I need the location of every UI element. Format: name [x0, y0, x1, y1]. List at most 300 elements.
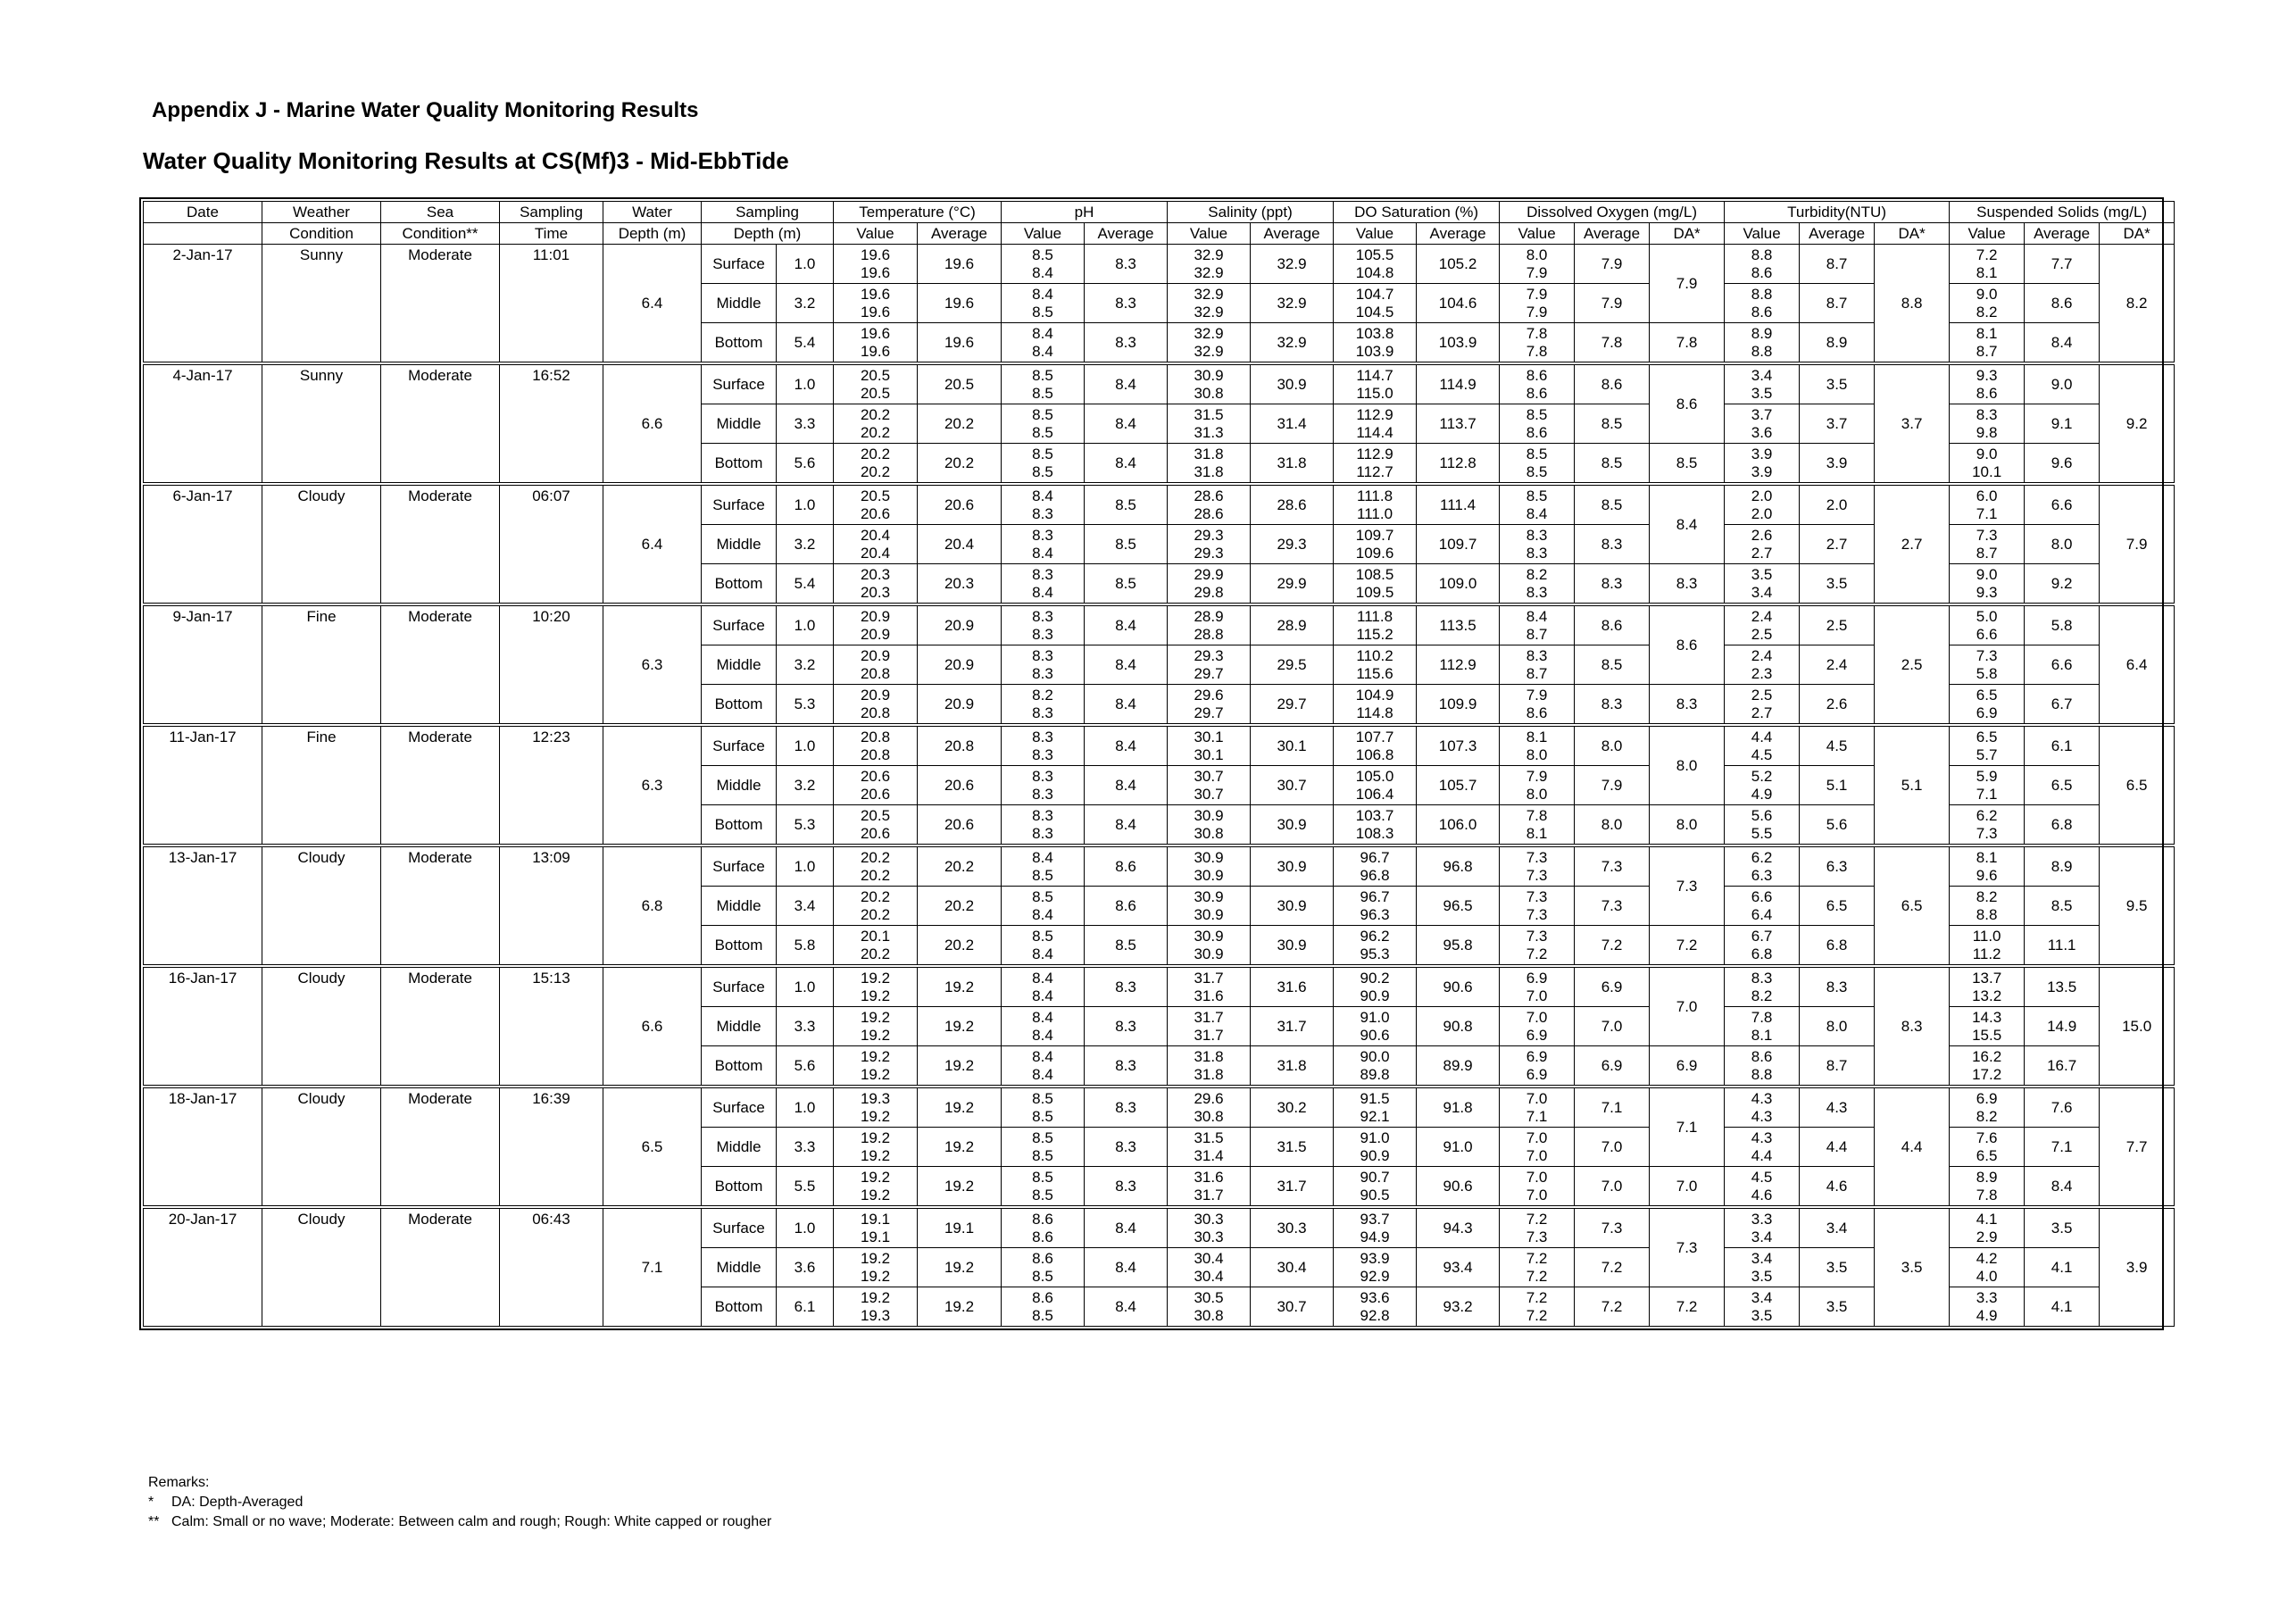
salinity-average: 29.7 [1251, 685, 1334, 726]
suspended-solids-values [1950, 725, 2025, 766]
ph-values [1002, 245, 1085, 284]
dissolved-oxygen-values [1500, 323, 1575, 364]
do-saturation-average: 90.6 [1417, 966, 1500, 1007]
temperature-values-reading: 20.6 [860, 767, 891, 785]
dissolved-oxygen-average: 7.3 [1575, 845, 1650, 887]
dissolved-oxygen-da-bottom: 8.3 [1650, 685, 1725, 726]
suspended-solids-values-reading: 11.0 [1972, 927, 2001, 945]
turbidity-da: 4.4 [1875, 1087, 1950, 1207]
temperature-values [834, 245, 918, 284]
dissolved-oxygen-values-reading: 8.4 [1526, 504, 1548, 522]
sampling-depth-cell: 3.3 [777, 1128, 834, 1167]
weather-cell: Cloudy [262, 1207, 381, 1327]
do-saturation-values-reading: 112.9 [1356, 405, 1393, 423]
turbidity-da: 5.1 [1875, 725, 1950, 845]
dissolved-oxygen-average: 7.9 [1575, 284, 1650, 323]
do-saturation-values-reading: 114.7 [1356, 366, 1393, 384]
ph-values-reading: 8.3 [1032, 625, 1053, 643]
do-saturation-values-reading: 93.7 [1360, 1210, 1390, 1228]
suspended-solids-average: 6.8 [2025, 805, 2100, 846]
table-header [144, 202, 2175, 245]
dissolved-oxygen-values [1500, 525, 1575, 564]
dissolved-oxygen-values-reading: 7.9 [1526, 263, 1548, 281]
temperature-values-reading: 19.6 [860, 324, 891, 342]
dissolved-oxygen-values-reading: 7.1 [1526, 1107, 1548, 1125]
turbidity-average: 2.6 [1800, 685, 1875, 726]
salinity-values [1168, 645, 1251, 685]
temperature-values-reading: 20.2 [860, 887, 891, 905]
suspended-solids-values [1950, 1087, 2025, 1128]
dissolved-oxygen-values-reading: 8.5 [1526, 487, 1548, 504]
temperature-values [834, 484, 918, 525]
temperature-average: 20.3 [918, 564, 1002, 605]
dissolved-oxygen-average: 7.0 [1575, 1007, 1650, 1046]
suspended-solids-average: 6.6 [2025, 484, 2100, 525]
do-saturation-values-reading: 114.8 [1356, 704, 1393, 721]
temperature-average: 20.9 [918, 604, 1002, 645]
turbidity-values-reading: 6.3 [1751, 866, 1773, 884]
ph-values-reading: 8.5 [1032, 1128, 1053, 1146]
do-saturation-values-reading: 111.8 [1357, 487, 1393, 504]
salinity-values [1168, 363, 1251, 404]
salinity-values [1168, 766, 1251, 805]
turbidity-values-reading: 3.5 [1751, 384, 1773, 402]
table-row [144, 1087, 2175, 1128]
table-title: Water Quality Monitoring Results at CS(Mf)3 - Mid-EbbTide [143, 147, 789, 174]
suspended-solids-average: 5.8 [2025, 604, 2100, 645]
header-sal-value: Value [1168, 223, 1251, 245]
temperature-values-reading: 20.5 [860, 366, 891, 384]
temperature-values [834, 1007, 918, 1046]
dissolved-oxygen-values [1500, 805, 1575, 846]
ph-values-reading: 8.6 [1032, 1249, 1053, 1267]
turbidity-average: 2.7 [1800, 525, 1875, 564]
temperature-values [834, 685, 918, 726]
suspended-solids-values [1950, 363, 2025, 404]
do-saturation-values-reading: 89.8 [1360, 1065, 1390, 1083]
table-row [144, 845, 2175, 887]
salinity-values-reading: 30.3 [1194, 1210, 1224, 1228]
salinity-values [1168, 323, 1251, 364]
suspended-solids-values-reading: 7.1 [1976, 785, 1998, 803]
turbidity-average: 3.7 [1800, 404, 1875, 444]
weather-cell: Cloudy [262, 1087, 381, 1207]
remarks [148, 1473, 771, 1532]
header-water-depth: Water [603, 202, 702, 223]
suspended-solids-values-reading: 7.3 [1976, 646, 1998, 664]
turbidity-values-reading: 8.8 [1751, 246, 1773, 263]
temperature-values-reading: 19.6 [860, 285, 891, 303]
dissolved-oxygen-values-reading: 7.8 [1526, 806, 1548, 824]
do-saturation-values-reading: 91.0 [1360, 1008, 1390, 1026]
temperature-average: 19.2 [918, 1007, 1002, 1046]
sea-condition-cell: Moderate [381, 604, 500, 725]
ph-values-reading: 8.4 [1032, 583, 1053, 601]
suspended-solids-values-reading: 3.3 [1976, 1288, 1998, 1306]
do-saturation-values-reading: 92.8 [1360, 1306, 1390, 1324]
ph-values [1002, 805, 1085, 846]
ph-values [1002, 926, 1085, 967]
turbidity-values-reading: 5.2 [1751, 767, 1773, 785]
suspended-solids-values [1950, 404, 2025, 444]
dissolved-oxygen-values [1500, 725, 1575, 766]
ph-values-reading: 8.4 [1032, 848, 1053, 866]
sampling-depth-cell: 1.0 [777, 1087, 834, 1128]
salinity-values [1168, 1248, 1251, 1287]
suspended-solids-values-reading: 7.3 [1976, 526, 1998, 544]
do-saturation-values-reading: 90.9 [1360, 1146, 1390, 1164]
temperature-average: 20.5 [918, 363, 1002, 404]
ph-values [1002, 444, 1085, 485]
temperature-values-reading: 20.2 [860, 905, 891, 923]
turbidity-average: 3.5 [1800, 1248, 1875, 1287]
temperature-values [834, 525, 918, 564]
do-saturation-average: 109.7 [1417, 525, 1500, 564]
suspended-solids-values-reading: 9.0 [1976, 565, 1998, 583]
turbidity-values-reading: 3.4 [1751, 1249, 1773, 1267]
do-saturation-values [1334, 245, 1417, 284]
salinity-average: 32.9 [1251, 284, 1334, 323]
ph-values [1002, 525, 1085, 564]
do-saturation-values-reading: 114.4 [1356, 423, 1393, 441]
temperature-values-reading: 20.9 [860, 607, 891, 625]
sampling-depth-cell: 6.1 [777, 1287, 834, 1327]
suspended-solids-values-reading: 7.3 [1976, 824, 1998, 842]
turbidity-values [1725, 604, 1800, 645]
salinity-values-reading: 30.9 [1194, 927, 1224, 945]
salinity-values-reading: 30.8 [1194, 1306, 1224, 1324]
suspended-solids-values [1950, 1287, 2025, 1327]
suspended-solids-values-reading: 8.3 [1976, 405, 1998, 423]
dissolved-oxygen-values-reading: 7.2 [1526, 1288, 1548, 1306]
dissolved-oxygen-values [1500, 887, 1575, 926]
suspended-solids-values-reading: 5.8 [1976, 664, 1998, 682]
ph-values [1002, 363, 1085, 404]
ph-values-reading: 8.4 [1032, 544, 1053, 562]
do-saturation-values [1334, 525, 1417, 564]
salinity-values-reading: 31.7 [1194, 1008, 1224, 1026]
temperature-values-reading: 20.9 [860, 625, 891, 643]
turbidity-values-reading: 2.3 [1751, 664, 1773, 682]
dissolved-oxygen-average: 7.3 [1575, 1207, 1650, 1248]
ph-average: 8.4 [1085, 1287, 1168, 1327]
header-ph: pH [1002, 202, 1168, 223]
ph-values-reading: 8.5 [1032, 1089, 1053, 1107]
salinity-average: 31.4 [1251, 404, 1334, 444]
salinity-values-reading: 32.9 [1194, 285, 1224, 303]
suspended-solids-da: 7.7 [2100, 1087, 2175, 1207]
do-saturation-values-reading: 96.7 [1360, 887, 1390, 905]
ph-values [1002, 1287, 1085, 1327]
dissolved-oxygen-average: 7.2 [1575, 926, 1650, 967]
dissolved-oxygen-da-bottom: 8.3 [1650, 564, 1725, 605]
dissolved-oxygen-values-reading: 7.2 [1526, 945, 1548, 962]
suspended-solids-values [1950, 1046, 2025, 1087]
temperature-values [834, 845, 918, 887]
ph-values [1002, 1248, 1085, 1287]
dissolved-oxygen-values-reading: 7.9 [1526, 285, 1548, 303]
salinity-average: 30.3 [1251, 1207, 1334, 1248]
suspended-solids-values-reading: 10.1 [1972, 462, 2002, 480]
header-do-average: Average [1575, 223, 1650, 245]
dissolved-oxygen-values-reading: 7.2 [1526, 1249, 1548, 1267]
do-saturation-values [1334, 564, 1417, 605]
sampling-depth-cell: 3.2 [777, 645, 834, 685]
suspended-solids-values [1950, 1007, 2025, 1046]
do-saturation-values [1334, 1128, 1417, 1167]
temperature-values [834, 444, 918, 485]
ph-values-reading: 8.3 [1032, 785, 1053, 803]
header-turb-value: Value [1725, 223, 1800, 245]
remarks-heading: Remarks: [148, 1475, 210, 1490]
turbidity-average: 3.4 [1800, 1207, 1875, 1248]
suspended-solids-values [1950, 645, 2025, 685]
salinity-values-reading: 31.8 [1194, 445, 1224, 462]
dissolved-oxygen-average: 8.0 [1575, 805, 1650, 846]
date-cell: 11-Jan-17 [144, 725, 262, 845]
dissolved-oxygen-values-reading: 8.6 [1526, 423, 1548, 441]
ph-values-reading: 8.3 [1032, 704, 1053, 721]
do-saturation-values-reading: 108.3 [1355, 824, 1394, 842]
do-saturation-average: 112.8 [1417, 444, 1500, 485]
ph-values-reading: 8.4 [1032, 987, 1053, 1004]
ph-values-reading: 8.5 [1032, 405, 1053, 423]
temperature-values-reading: 20.6 [860, 504, 891, 522]
temperature-values-reading: 20.2 [860, 405, 891, 423]
suspended-solids-values-reading: 8.8 [1976, 905, 1998, 923]
weather-cell: Fine [262, 725, 381, 845]
dissolved-oxygen-da-bottom: 7.0 [1650, 1167, 1725, 1208]
do-saturation-values-reading: 90.9 [1360, 987, 1390, 1004]
ph-values-reading: 8.3 [1032, 824, 1053, 842]
do-saturation-values-reading: 90.7 [1360, 1168, 1390, 1186]
header-temp-value: Value [834, 223, 918, 245]
turbidity-values-reading: 4.5 [1751, 1168, 1773, 1186]
temperature-values [834, 604, 918, 645]
header-water-depth-sub: Depth (m) [603, 223, 702, 245]
suspended-solids-values-reading: 7.2 [1976, 246, 1998, 263]
do-saturation-values-reading: 108.5 [1355, 565, 1394, 583]
sampling-time-cell: 11:01 [500, 245, 603, 364]
header-sampling-depth-sub: Depth (m) [702, 223, 834, 245]
dissolved-oxygen-da-bottom: 8.0 [1650, 805, 1725, 846]
turbidity-average: 8.7 [1800, 1046, 1875, 1087]
dissolved-oxygen-values-reading: 8.0 [1526, 745, 1548, 763]
dissolved-oxygen-values [1500, 926, 1575, 967]
sampling-level-cell: Surface [702, 1087, 777, 1128]
header-turb-da: DA* [1875, 223, 1950, 245]
temperature-average: 19.2 [918, 1087, 1002, 1128]
do-saturation-values [1334, 1248, 1417, 1287]
turbidity-average: 8.0 [1800, 1007, 1875, 1046]
ph-average: 8.3 [1085, 1167, 1168, 1208]
suspended-solids-values-reading: 8.1 [1976, 324, 1998, 342]
header-turbidity: Turbidity(NTU) [1725, 202, 1950, 223]
ph-average: 8.5 [1085, 926, 1168, 967]
turbidity-values [1725, 845, 1800, 887]
remark-da-mark: * [148, 1495, 154, 1510]
salinity-values-reading: 31.8 [1194, 1065, 1224, 1083]
ph-average: 8.3 [1085, 1046, 1168, 1087]
turbidity-average: 3.5 [1800, 564, 1875, 605]
ph-average: 8.4 [1085, 1207, 1168, 1248]
do-saturation-average: 96.8 [1417, 845, 1500, 887]
sampling-depth-cell: 3.4 [777, 887, 834, 926]
suspended-solids-values [1950, 1128, 2025, 1167]
suspended-solids-values-reading: 8.1 [1976, 848, 1998, 866]
ph-values-reading: 8.5 [1032, 1146, 1053, 1164]
sampling-level-cell: Bottom [702, 1046, 777, 1087]
dissolved-oxygen-values-reading: 8.3 [1526, 583, 1548, 601]
suspended-solids-values-reading: 6.5 [1976, 1146, 1998, 1164]
salinity-values-reading: 31.4 [1194, 1146, 1224, 1164]
do-saturation-values [1334, 887, 1417, 926]
do-saturation-values [1334, 1087, 1417, 1128]
salinity-values-reading: 32.9 [1194, 246, 1224, 263]
dissolved-oxygen-values [1500, 1167, 1575, 1208]
turbidity-values [1725, 1167, 1800, 1208]
ph-values [1002, 645, 1085, 685]
do-saturation-values-reading: 115.0 [1356, 384, 1393, 402]
dissolved-oxygen-average: 7.2 [1575, 1287, 1650, 1327]
ph-values-reading: 8.5 [1032, 303, 1053, 321]
header-ss-value: Value [1950, 223, 2025, 245]
ph-average: 8.5 [1085, 564, 1168, 605]
ph-values [1002, 1046, 1085, 1087]
sampling-depth-cell: 1.0 [777, 1207, 834, 1248]
do-saturation-average: 89.9 [1417, 1046, 1500, 1087]
suspended-solids-values [1950, 525, 2025, 564]
ph-values [1002, 484, 1085, 525]
header-weather: Weather [262, 202, 381, 223]
temperature-values-reading: 19.3 [860, 1306, 891, 1324]
salinity-values-reading: 29.7 [1194, 664, 1224, 682]
suspended-solids-values-reading: 7.1 [1976, 504, 1998, 522]
do-saturation-values-reading: 95.3 [1360, 945, 1390, 962]
suspended-solids-values-reading: 8.6 [1976, 384, 1998, 402]
turbidity-da: 8.8 [1875, 245, 1950, 364]
salinity-values [1168, 484, 1251, 525]
turbidity-values-reading: 3.7 [1751, 405, 1773, 423]
dissolved-oxygen-values-reading: 8.4 [1526, 607, 1548, 625]
salinity-values-reading: 29.9 [1194, 565, 1224, 583]
ph-average: 8.6 [1085, 887, 1168, 926]
suspended-solids-values [1950, 245, 2025, 284]
ph-values-reading: 8.3 [1032, 728, 1053, 745]
header-dos-average: Average [1417, 223, 1500, 245]
do-saturation-values [1334, 966, 1417, 1007]
ph-values [1002, 966, 1085, 1007]
sampling-level-cell: Bottom [702, 444, 777, 485]
dissolved-oxygen-values-reading: 7.3 [1526, 927, 1548, 945]
sampling-depth-cell: 1.0 [777, 604, 834, 645]
header-do-saturation: DO Saturation (%) [1334, 202, 1500, 223]
dissolved-oxygen-values [1500, 284, 1575, 323]
temperature-average: 20.2 [918, 887, 1002, 926]
ph-values-reading: 8.4 [1032, 342, 1053, 360]
ph-values [1002, 1007, 1085, 1046]
sampling-time-cell: 15:13 [500, 966, 603, 1087]
salinity-average: 30.9 [1251, 805, 1334, 846]
ph-values-reading: 8.5 [1032, 384, 1053, 402]
sampling-time-cell: 10:20 [500, 604, 603, 725]
turbidity-values-reading: 2.4 [1751, 646, 1773, 664]
temperature-values [834, 966, 918, 1007]
temperature-values-reading: 19.2 [860, 1267, 891, 1285]
temperature-average: 20.8 [918, 725, 1002, 766]
ph-average: 8.3 [1085, 966, 1168, 1007]
dissolved-oxygen-values [1500, 845, 1575, 887]
salinity-values-reading: 31.8 [1194, 462, 1224, 480]
suspended-solids-average: 8.6 [2025, 284, 2100, 323]
dissolved-oxygen-values [1500, 645, 1575, 685]
ph-average: 8.5 [1085, 484, 1168, 525]
temperature-values [834, 404, 918, 444]
header-temp-average: Average [918, 223, 1002, 245]
temperature-values [834, 363, 918, 404]
suspended-solids-average: 7.7 [2025, 245, 2100, 284]
temperature-values-reading: 20.2 [860, 462, 891, 480]
ph-values-reading: 8.5 [1032, 866, 1053, 884]
sampling-depth-cell: 5.3 [777, 805, 834, 846]
remark-sea-text: Calm: Small or no wave; Moderate: Between calm and rough; Rough: White capped or rougher [171, 1514, 772, 1529]
do-saturation-average: 91.0 [1417, 1128, 1500, 1167]
suspended-solids-average: 4.1 [2025, 1248, 2100, 1287]
do-saturation-average: 93.2 [1417, 1287, 1500, 1327]
water-depth-cell: 6.6 [603, 966, 702, 1087]
suspended-solids-average: 4.1 [2025, 1287, 2100, 1327]
salinity-values-reading: 30.9 [1194, 866, 1224, 884]
table-body [144, 245, 2175, 1327]
suspended-solids-values-reading: 4.1 [1976, 1210, 1998, 1228]
salinity-values-reading: 31.5 [1194, 405, 1224, 423]
turbidity-values [1725, 525, 1800, 564]
header-date: Date [144, 202, 262, 223]
suspended-solids-values-reading: 14.3 [1972, 1008, 2002, 1026]
do-saturation-average: 114.9 [1417, 363, 1500, 404]
dissolved-oxygen-average: 8.5 [1575, 404, 1650, 444]
turbidity-values-reading: 4.9 [1751, 785, 1773, 803]
dissolved-oxygen-values-reading: 7.0 [1526, 1008, 1548, 1026]
temperature-values-reading: 20.8 [860, 704, 891, 721]
salinity-average: 30.2 [1251, 1087, 1334, 1128]
turbidity-values [1725, 284, 1800, 323]
do-saturation-values [1334, 484, 1417, 525]
salinity-values [1168, 1087, 1251, 1128]
turbidity-values-reading: 3.4 [1751, 1288, 1773, 1306]
dissolved-oxygen-values-reading: 8.3 [1526, 526, 1548, 544]
ph-average: 8.4 [1085, 685, 1168, 726]
suspended-solids-values-reading: 17.2 [1972, 1065, 2002, 1083]
turbidity-values-reading: 6.4 [1751, 905, 1773, 923]
turbidity-values-reading: 8.8 [1751, 342, 1773, 360]
salinity-average: 31.5 [1251, 1128, 1334, 1167]
suspended-solids-values-reading: 5.0 [1976, 607, 1998, 625]
temperature-average: 19.2 [918, 1046, 1002, 1087]
ph-average: 8.3 [1085, 1087, 1168, 1128]
sampling-level-cell: Middle [702, 766, 777, 805]
water-depth-cell: 7.1 [603, 1207, 702, 1327]
do-saturation-values-reading: 96.8 [1360, 866, 1390, 884]
header-date-blank [144, 223, 262, 245]
turbidity-average: 8.7 [1800, 245, 1875, 284]
temperature-average: 20.2 [918, 845, 1002, 887]
turbidity-values-reading: 8.6 [1751, 303, 1773, 321]
do-saturation-values [1334, 284, 1417, 323]
do-saturation-values-reading: 104.7 [1355, 285, 1394, 303]
temperature-values [834, 323, 918, 364]
ph-values-reading: 8.6 [1032, 1228, 1053, 1245]
